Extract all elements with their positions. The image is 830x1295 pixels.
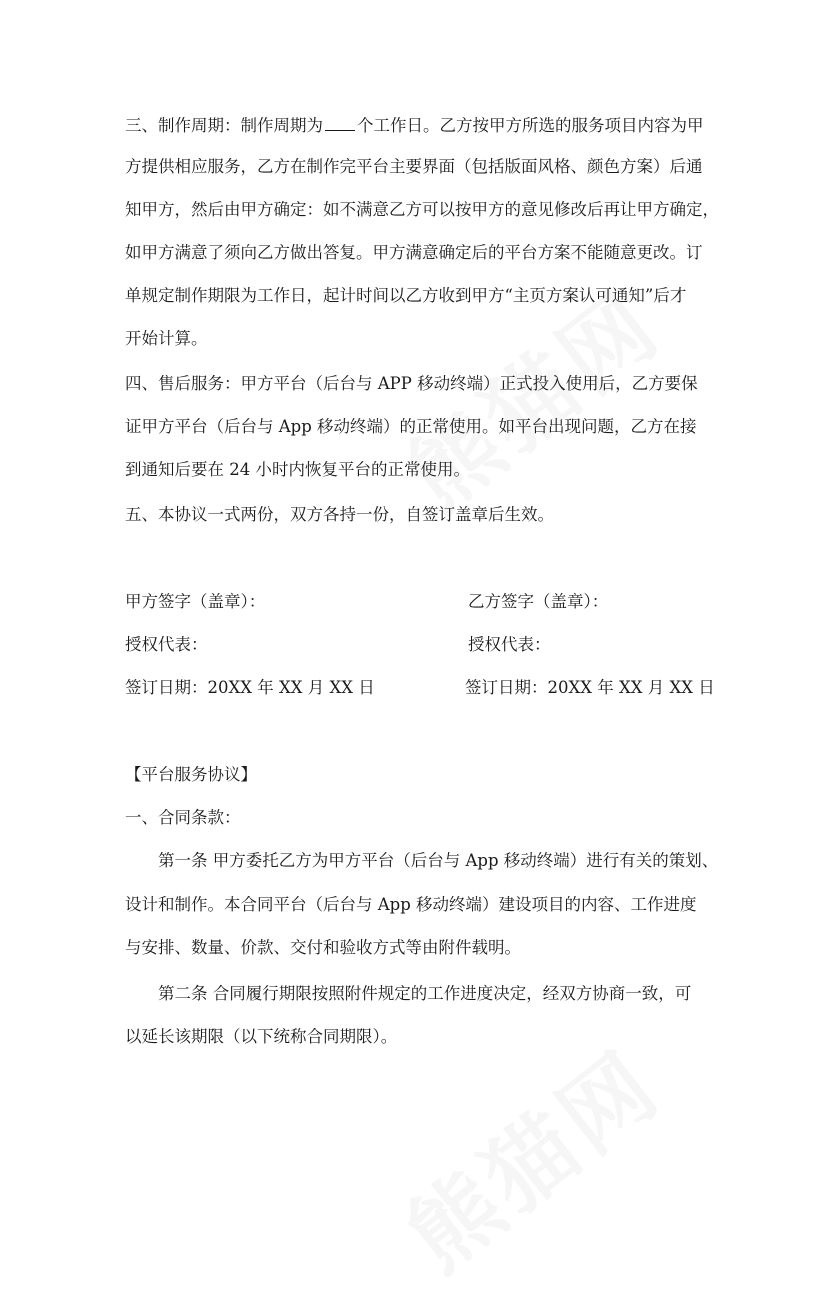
partyA-sign-label: 甲方签字（盖章）： bbox=[125, 592, 266, 611]
article1-line1: 第一条 甲方委托乙方为甲方平台（后台与 App 移动终端）进行有关的策划、 bbox=[158, 851, 719, 870]
clause3-line5: 单规定制作期限为工作日，起计时间以乙方收到甲方“主页方案认可通知”后才 bbox=[125, 286, 687, 305]
partyB-date: 签订日期：20XX 年 XX 月 XX 日 bbox=[465, 678, 715, 697]
partyA-date: 签订日期：20XX 年 XX 月 XX 日 bbox=[125, 678, 375, 697]
clause3-line1 bbox=[125, 114, 715, 136]
clause4-line1: 四、售后服务：甲方平台（后台与 APP 移动终端）正式投入使用后，乙方要保 bbox=[125, 374, 698, 393]
clause3-line6: 开始计算。 bbox=[125, 329, 208, 348]
article2-line2: 以延长该期限（以下统称合同期限）。 bbox=[125, 1027, 398, 1046]
clause3-line1-text: 三、制作周期：制作周期为 bbox=[125, 116, 323, 135]
article1-line3: 与安排、数量、价款、交付和验收方式等由附件载明。 bbox=[125, 938, 521, 957]
clause4-line3: 到通知后要在 24 小时内恢复平台的正常使用。 bbox=[125, 460, 470, 479]
watermark bbox=[376, 1015, 683, 1295]
article2-line1: 第二条 合同履行期限按照附件规定的工作进度决定，经双方协商一致，可 bbox=[158, 984, 692, 1003]
partyA-rep-label: 授权代表： bbox=[125, 635, 208, 654]
clause5: 五、本协议一式两份，双方各持一份，自签订盖章后生效。 bbox=[125, 505, 554, 524]
clause3-line4: 如甲方满意了须向乙方做出答复。甲方满意确定后的平台方案不能随意更改。订 bbox=[125, 243, 703, 262]
blank-fill-line bbox=[325, 114, 355, 131]
agreement-title: 【平台服务协议】 bbox=[125, 765, 257, 784]
clause4-line2: 证甲方平台（后台与 App 移动终端）的正常使用。如平台出现问题，乙方在接 bbox=[125, 417, 697, 436]
clause3-line1-text: 个工作日。乙方按甲方所选的服务项目内容为甲 bbox=[357, 116, 704, 135]
partyB-rep-label: 授权代表： bbox=[468, 635, 551, 654]
clause3-line3: 知甲方，然后由甲方确定：如不满意乙方可以按甲方的意见修改后再让甲方确定， bbox=[125, 200, 719, 219]
partyB-sign-label: 乙方签字（盖章）： bbox=[468, 592, 609, 611]
article1-line2: 设计和制作。本合同平台（后台与 App 移动终端）建设项目的内容、工作进度 bbox=[125, 895, 697, 914]
section1-heading: 一、合同条款： bbox=[125, 808, 241, 827]
clause3-line2: 方提供相应服务，乙方在制作完平台主要界面（包括版面风格、颜色方案）后通 bbox=[125, 157, 703, 176]
